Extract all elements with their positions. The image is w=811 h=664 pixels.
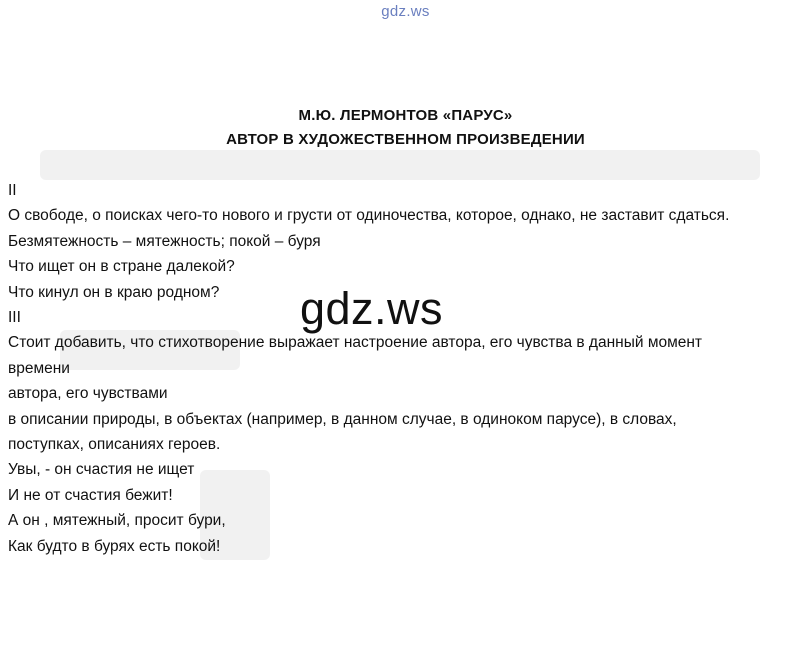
- document-body: [8, 178, 803, 559]
- section-number: II: [8, 182, 17, 199]
- poem-line: Увы, - он счастия не ищет: [8, 461, 195, 479]
- section-number: III: [8, 309, 21, 327]
- poem-line: Что ищет он в стране далекой?: [8, 258, 235, 276]
- poem-line: А он , мятежный, просит бури,: [8, 512, 226, 530]
- text-line: Стоит добавить, что стихотворение выражает настроение автора, его чувства в данный момент: [8, 334, 703, 352]
- text-line: Безмятежность – мятежность; покой – буря: [8, 232, 321, 250]
- document-header: [0, 104, 811, 152]
- text-line: автора, его чувствами: [8, 385, 168, 403]
- poem-line: Как будто в бурях есть покой!: [8, 537, 221, 555]
- text-line: в описании природы, в объектах (например, в данном случае, в одиноком парусе), в словах,: [8, 410, 677, 428]
- text-line: поступках, описаниях героев.: [8, 436, 221, 454]
- text-line: времени: [8, 359, 70, 377]
- site-watermark-large: gdz.ws: [300, 283, 444, 334]
- text-line: О свободе, о поисках чего-то нового и грусти от одиночества, которое, однако, не заставит сдаться.: [8, 207, 730, 225]
- poem-line: Что кинул он в краю родном?: [8, 283, 220, 301]
- poem-line: И не от счастия бежит!: [8, 486, 173, 504]
- document-title: М.Ю. ЛЕРМОНТОВ «ПАРУС»: [298, 107, 513, 124]
- scan-smudge: [40, 150, 760, 180]
- document-subtitle: АВТОР В ХУДОЖЕСТВЕННОМ ПРОИЗВЕДЕНИИ: [226, 131, 585, 148]
- site-watermark: gdz.ws: [381, 3, 430, 20]
